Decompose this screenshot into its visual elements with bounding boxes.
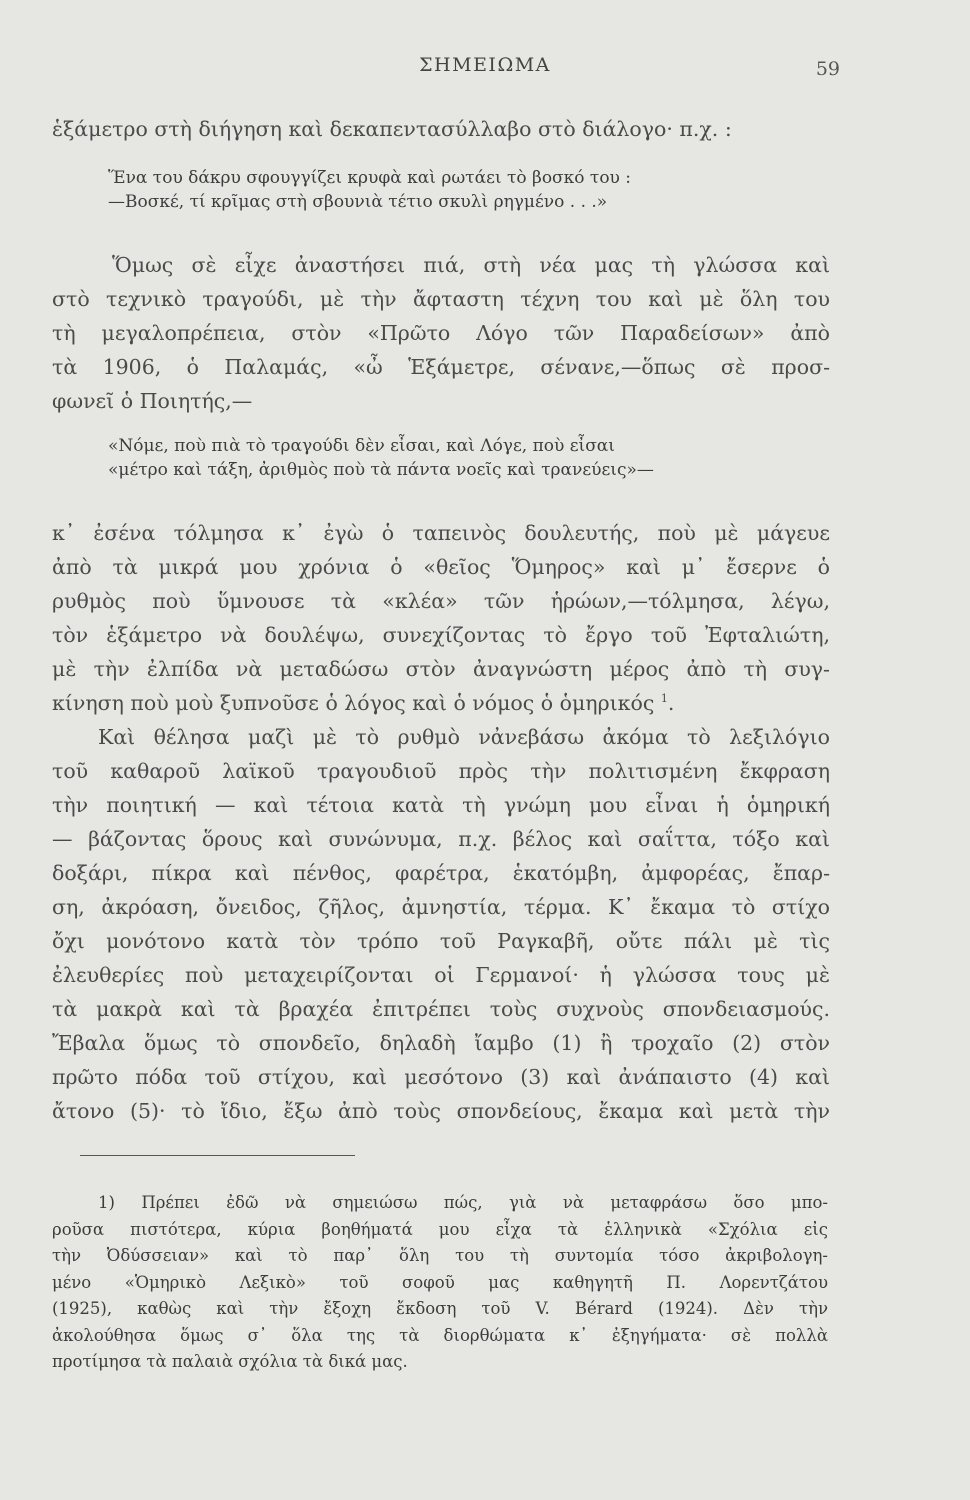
footnote-line: τὴν Ὀδύσσειαν» καὶ τὸ παρ᾿ ὅλη του τὴ συντομία τόσο ἀκριβολογη-: [52, 1246, 828, 1265]
verse-line: «Νόμε, ποὺ πιὰ τὸ τραγούδι δὲν εἶσαι, καὶ Λόγε, ποὺ εἶσαι: [108, 436, 615, 456]
paragraph-2: [52, 516, 830, 720]
text-line: κ᾿ ἐσένα τόλμησα κ᾿ ἐγὼ ὁ ταπεινὸς δουλευτής, ποὺ μὲ μάγευε: [52, 521, 830, 545]
text-line: μὲ τὴν ἐλπίδα νὰ μεταδώσω στὸν ἀναγνώστη μέρος ἀπὸ τὴ συγ-: [52, 657, 830, 681]
verse-line: «μέτρο καὶ τάξη, ἀριθμὸς ποὺ τὰ πάντα νοεῖς καὶ τρανεύεις»—: [108, 460, 654, 480]
text-line: Καὶ θέλησα μαζὶ μὲ τὸ ρυθμὸ νἀνεβάσω ἀκόμα τὸ λεξιλόγιο: [98, 725, 830, 749]
text-line: Ἔβαλα ὅμως τὸ σπονδεῖο, δηλαδὴ ἴαμβο (1) ἢ τροχαῖο (2) στὸν: [52, 1031, 830, 1055]
text-line: τὰ μακρὰ καὶ τὰ βραχέα ἐπιτρέπει τοὺς συχνοὺς σπονδειασμούς.: [52, 997, 830, 1021]
text-line: ἀπὸ τὰ μικρά μου χρόνια ὁ «θεῖος Ὅμηρος» καὶ μ᾿ ἔσερνε ὁ: [52, 555, 830, 579]
text-line: πρῶτο πόδα τοῦ στίχου, καὶ μεσότονο (3) καὶ ἀνάπαιστο (4) καὶ: [52, 1065, 830, 1089]
text-line: ἐλευθερίες ποὺ μεταχειρίζονται οἱ Γερμανοί· ἡ γλώσσα τους μὲ: [52, 963, 830, 987]
footnote-reference: 1: [660, 692, 668, 706]
text-line: φωνεῖ ὁ Ποιητής,—: [52, 389, 253, 413]
text-line: ση, ἀκρόαση, ὄνειδος, ζῆλος, ἀμνηστία, τέρμα. Κ᾿ ἔκαμα τὸ στίχο: [52, 895, 830, 919]
running-title: ΣΗΜΕΙΩΜΑ: [419, 54, 551, 76]
footnote-separator: [80, 1155, 355, 1156]
text-line: ὄχι μονότονο κατὰ τὸν τρόπο τοῦ Ραγκαβῆ, οὔτε πάλι μὲ τὶς: [52, 929, 830, 953]
text-line: τὴ μεγαλοπρέπεια, στὸν «Πρῶτο Λόγο τῶν Παραδείσων» ἀπὸ: [52, 321, 830, 345]
text-line: τοῦ καθαροῦ λαϊκοῦ τραγουδιοῦ πρὸς τὴν πολιτισμένη ἔκφραση: [52, 759, 830, 783]
verse-quote-1: [108, 166, 778, 214]
text-line: Ὅμως σὲ εἶχε ἀναστήσει πιά, στὴ νέα μας τὴ γλώσσα καὶ: [112, 253, 830, 277]
text-line: ρυθμὸς ποὺ ὕμνουσε τὰ «κλέα» τῶν ἡρώων,—τόλμησα, λέγω,: [52, 589, 830, 613]
text-line: στὸ τεχνικὸ τραγούδι, μὲ τὴν ἄφταστη τέχνη του καὶ μὲ ὅλη του: [52, 287, 830, 311]
footnote-line: προτίμησα τὰ παλαιὰ σχόλια τὰ δικά μας.: [52, 1352, 408, 1371]
page-header: [0, 50, 970, 90]
text-line: δοξάρι, πίκρα καὶ πένθος, φαρέτρα, ἑκατόμβη, ἀμφορέας, ἔπαρ-: [52, 861, 830, 885]
footnote-line: ἀκολούθησα ὅμως σ᾿ ὅλα της τὰ διορθώματα κ᾿ ἐξηγήματα· σὲ πολλὰ: [52, 1325, 828, 1345]
verse-line: —Βοσκέ, τί κρῖμας στὴ σβουνιὰ τέτιο σκυλὶ ρηγμένο . . .»: [108, 192, 608, 212]
text-line: ἄτονο (5)· τὸ ἴδιο, ἔξω ἀπὸ τοὺς σπονδείους, ἔκαμα καὶ μετὰ τὴν: [52, 1099, 830, 1123]
paragraph-1: [52, 248, 830, 418]
page-number: 59: [815, 58, 840, 80]
footnote: [52, 1190, 828, 1376]
text-line: [52, 686, 830, 720]
footnote-line: (1925), καθὼς καὶ τὴν ἔξοχη ἔκδοση τοῦ V. Bérard (1924). Δὲν τὴν: [52, 1299, 828, 1318]
text-line: τὸν ἑξάμετρο νὰ δουλέψω, συνεχίζοντας τὸ ἔργο τοῦ Ἐφταλιώτη,: [52, 623, 830, 647]
footnote-line: ροῦσα πιστότερα, κύρια βοηθήματά μου εἶχα τὰ ἑλληνικὰ «Σχόλια εἰς: [52, 1219, 828, 1239]
verse-line: Ἕνα του δάκρυ σφουγγίζει κρυφὰ καὶ ρωτάει τὸ βοσκό του :: [108, 168, 632, 188]
footnote-line: 1) Πρέπει ἐδῶ νὰ σημειώσω πώς, γιὰ νὰ μεταφράσω ὅσο μπο-: [98, 1193, 828, 1212]
text-line: τὴν ποιητική — καὶ τέτοια κατὰ τὴ γνώμη μου εἶναι ἡ ὁμηρική: [52, 793, 830, 817]
line-end-punctuation: .: [667, 691, 675, 715]
intro-paragraph: [52, 112, 830, 146]
text-line: τὰ 1906, ὁ Παλαμάς, «ὦ Ἑξάμετρε, σένανε,—ὅπως σὲ προσ-: [52, 355, 830, 379]
paragraph-3: [52, 720, 830, 1128]
footnote-line: μένο «Ὁμηρικὸ Λεξικὸ» τοῦ σοφοῦ μας καθηγητῆ Π. Λορεντζάτου: [52, 1272, 828, 1292]
verse-quote-2: [108, 434, 778, 482]
text-line: — βάζοντας ὅρους καὶ συνώνυμα, π.χ. βέλος καὶ σαΐττα, τόξο καὶ: [52, 827, 830, 851]
text-line: ἑξάμετρο στὴ διήγηση καὶ δεκαπεντασύλλαβο στὸ διάλογο· π.χ. :: [52, 117, 732, 141]
text-line-content: κίνηση ποὺ μοὺ ξυπνοῦσε ὁ λόγος καὶ ὁ νόμος ὁ ὁμηρικός: [52, 691, 655, 715]
